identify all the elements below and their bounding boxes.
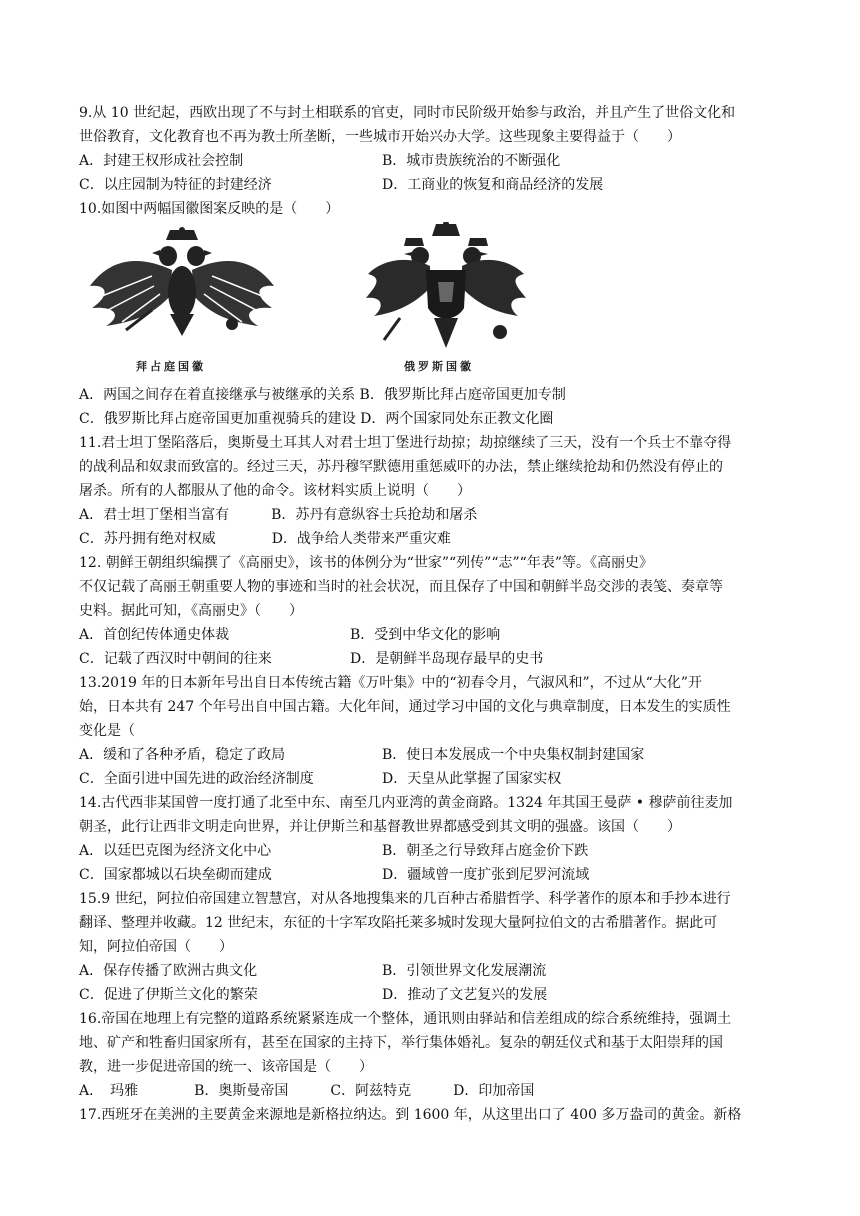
q10-options-cd: C．俄罗斯比拜占庭帝国更加重视骑兵的建设 D．两个国家同处东正教文化圈 — [79, 411, 554, 427]
q10-stem: 10.如图中两幅国徽图案反映的是（ ） — [79, 201, 340, 217]
q13-option-d: D．天皇从此掌握了国家实权 — [382, 771, 562, 787]
q12-stem-line2: 不仅记载了高丽王朝重要人物的事迹和当时的社会状况，而且保存了中国和朝鲜半岛交涉的表笺、奏章等 — [79, 579, 723, 595]
q13-stem-line2: 始，日本共有 247 个年号出自中国古籍。大化年间，通过学习中国的文化与典章制度，日本发生的实质性 — [79, 699, 731, 715]
q15-option-d: D．推动了文艺复兴的发展 — [382, 987, 548, 1003]
q16-stem-line2: 地、矿产和牲畜归国家所有，甚至在国家的主持下，举行集体婚礼。复杂的朝廷仪式和基于太阳崇拜的国 — [79, 1035, 723, 1051]
russian-double-eagle-emblem — [360, 222, 532, 354]
q9-option-d: D．工商业的恢复和商品经济的发展 — [382, 177, 604, 193]
q9-option-c: C．以庄园制为特征的封建经济 — [79, 177, 272, 193]
q12-option-c: C．记载了西汉时中朝间的往来 — [79, 651, 272, 667]
q14-option-b: B．朝圣之行导致拜占庭金价下跌 — [382, 843, 589, 859]
q13-option-c: C．全面引进中国先进的政治经济制度 — [79, 771, 314, 787]
q13-option-b: B．使日本发展成一个中央集权制封建国家 — [382, 747, 645, 763]
q15-option-b: B．引领世界文化发展潮流 — [382, 963, 547, 979]
q9-option-a: A．封建王权形成社会控制 — [79, 153, 244, 169]
q14-option-a: A．以廷巴克图为经济文化中心 — [79, 843, 272, 859]
q15-option-c: C．促进了伊斯兰文化的繁荣 — [79, 987, 258, 1003]
q11-stem-line1: 11.君士坦丁堡陷落后，奥斯曼土耳其人对君士坦丁堡进行劫掠；劫掠继续了三天，没有一个兵士不靠夺得 — [79, 435, 732, 451]
q16-stem-line3: 教，进一步促进帝国的统一、该帝国是（ ） — [79, 1059, 373, 1075]
q15-stem-line3: 知，阿拉伯帝国（ ） — [79, 939, 233, 955]
russian-emblem-caption: 俄罗斯国徽 — [404, 360, 474, 373]
q9-stem-line1: 9.从 10 世纪起，西欧出现了不与封土相联系的官吏，同时市民阶级开始参与政治，并且产生了世俗文化和 — [79, 105, 736, 121]
q14-option-c: C．国家都城以石块垒砌而建成 — [79, 867, 272, 883]
q12-option-a: A．首创纪传体通史体裁 — [79, 627, 230, 643]
q16-stem-line1: 16.帝国在地理上有完整的道路系统紧紧连成一个整体，通讯则由驿站和信差组成的综合系统维持，强调土 — [79, 1011, 732, 1027]
q12-option-b: B．受到中华文化的影响 — [350, 627, 501, 643]
q15-stem-line2: 翻译、整理并收藏。12 世纪末，东征的十字军攻陷托莱多城时发现大量阿拉伯文的古希腊著作。据此可 — [79, 915, 718, 931]
byzantine-emblem-caption: 拜占庭国徽 — [136, 360, 206, 373]
q12-stem-line1: 12. 朝鲜王朝组织编撰了《高丽史》，该书的体例分为“世家”“列传”“志”“年表”等。《高丽史》 — [79, 555, 653, 571]
q9-stem-line2: 世俗教育，文化教育也不再为教士所垄断，一些城市开始兴办大学。这些现象主要得益于（ ） — [79, 129, 681, 145]
q13-stem-line3: 变化是（ — [79, 723, 135, 739]
byzantine-double-eagle-emblem — [82, 226, 282, 354]
q11-stem-line2: 的战利品和奴隶而致富的。经过三天，苏丹穆罕默德用重惩威吓的办法，禁止继续抢劫和仍然没有停止的 — [79, 459, 723, 475]
q16-options: A． 玛雅 B．奥斯曼帝国 C．阿兹特克 D．印加帝国 — [79, 1083, 535, 1099]
q17-stem-line1: 17.西班牙在美洲的主要黄金来源地是新格拉纳达。到 1600 年，从这里出口了 400 多万盎司的黄金。新格 — [79, 1107, 742, 1123]
q13-stem-line1: 13.2019 年的日本新年号出自日本传统古籍《万叶集》中的“初春令月，气淑风和”，不过从“大化”开 — [79, 675, 702, 691]
q14-stem-line2: 朝圣，此行让西非文明走向世界，并让伊斯兰和基督教世界都感受到其文明的强盛。该国（ ） — [79, 819, 681, 835]
q10-options-ab: A．两国之间存在着直接继承与被继承的关系 B．俄罗斯比拜占庭帝国更加专制 — [79, 387, 566, 403]
q15-option-a: A．保存传播了欧洲古典文化 — [79, 963, 258, 979]
q13-option-a: A．缓和了各种矛盾，稳定了政局 — [79, 747, 286, 763]
q12-stem-line3: 史料。据此可知，《高丽史》（ ） — [79, 603, 303, 619]
q15-stem-line1: 15.9 世纪，阿拉伯帝国建立智慧宫，对从各地搜集来的几百种古希腊哲学、科学著作的原本和手抄本进行 — [79, 891, 731, 907]
q11-stem-line3: 屠杀。所有的人都服从了他的命令。该材料实质上说明（ ） — [79, 483, 471, 499]
q9-option-b: B．城市贵族统治的不断强化 — [382, 153, 561, 169]
q14-stem-line1: 14.古代西非某国曾一度打通了北至中东、南至几内亚湾的黄金商路。1324 年其国王曼萨 • 穆萨前往麦加 — [79, 795, 733, 811]
q14-option-d: D．疆域曾一度扩张到尼罗河流域 — [382, 867, 590, 883]
q12-option-d: D．是朝鲜半岛现存最早的史书 — [350, 651, 544, 667]
q11-options-cd: C．苏丹拥有绝对权威 D．战争给人类带来严重灾难 — [79, 531, 451, 547]
q11-options-ab: A．君士坦丁堡相当富有 B．苏丹有意纵容士兵抢劫和屠杀 — [79, 507, 478, 523]
